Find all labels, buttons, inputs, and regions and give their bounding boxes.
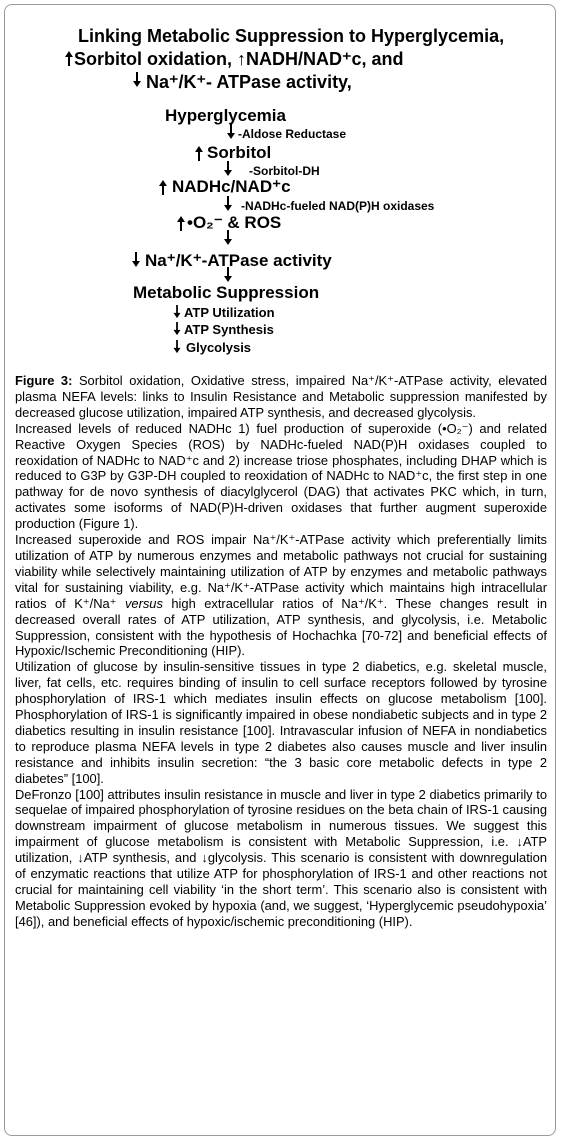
- arrow-down-icon: [172, 340, 182, 354]
- label-aldose-reductase: -Aldose Reductase: [238, 127, 347, 141]
- node-hyperglycemia: Hyperglycemia: [165, 106, 286, 125]
- arrow-down-icon: [172, 322, 182, 336]
- arrow-up-icon: [64, 50, 74, 66]
- paragraph-4: DeFronzo [100] attributes insulin resistance in muscle and liver in type 2 diabetics primarily to sequelae of impaired phosphorylation of tyrosine residues on the beta chain of IRS-1 causing downstream impairment of glucose metabolism in numerous tissues. We suggest this impairment of glucose metabolism is consistent with Metabolic Suppression, i.e. ↓ATP utilization, ↓ATP synthesis, and ↓glycolysis. This scenario is consistent with downregulation of enzymatic reactions that utilize ATP for phosphorylation of IRS-1 and other reactions not crucial for maintaining cell viability ‘in the short term’. This scenario also is consistent with Metabolic Suppression evoked by hypoxia (and, we suggest, ‘Hyperglycemic pseudohypoxia’ [46]), and beneficial effects of hypoxic/ischemic preconditioning (HIP).: [15, 786, 547, 929]
- paragraph-2-part-a: Increased superoxide and ROS impair Na⁺/K⁺-ATPase activity which preferentially limits utilization of ATP by numerous enzymes and metabolic pathways not crucial for sustaining viability while selectively maintaining utilization of ATP by enzymes and metabolic pathways vital for sustaining viability, e.g. Na⁺/K⁺-ATPase activity which maintains high intracellular ratios of K⁺/Na⁺: [15, 532, 547, 611]
- arrow-down-icon: [223, 230, 233, 246]
- arrow-down-icon: [223, 161, 233, 177]
- paragraph-1: Increased levels of reduced NADHc 1) fuel production of superoxide (•O₂⁻) and related Reactive Oxygen Species (ROS) by NADHc-fueled NAD(P)H oxidases coupled to reoxidation of NADHc to NAD⁺c and 2) increase triose phosphates, including DHAP which is reduced to G3P by G3P-DH coupled to reoxidation of NADHc to NAD⁺c, the first step in one pathway for de novo synthesis of diacylglycerol (DAG) that activates PKC which, in turn, activates some isoforms of NAD(P)H-driven oxidases that further augment superoxide production (Figure 1).: [15, 420, 547, 532]
- arrow-down-icon: [223, 267, 233, 283]
- paragraph-2: [15, 532, 547, 659]
- diagram-title-line2: Sorbitol oxidation, ↑NADH/NAD⁺c, and: [74, 49, 404, 69]
- diagram-title-line3: Na⁺/K⁺- ATPase activity,: [146, 72, 352, 92]
- node-ros: •O₂⁻ & ROS: [187, 213, 282, 232]
- node-metabolic-suppression: Metabolic Suppression: [133, 283, 320, 302]
- arrow-down-icon: [131, 252, 141, 268]
- arrow-up-icon: [194, 145, 204, 161]
- caption-text: Sorbitol oxidation, Oxidative stress, impaired Na⁺/K⁺-ATPase activity, elevated plasma NEFA levels: links to Insulin Resistance and Metabolic suppression manifested by decreased glucose utilization, impaired ATP synthesis, and decreased glycolysis.: [15, 373, 547, 420]
- figure-caption: [15, 373, 547, 930]
- arrow-down-icon: [132, 72, 142, 88]
- node-atpase: Na⁺/K⁺-ATPase activity: [145, 251, 332, 270]
- diagram-title-line1: Linking Metabolic Suppression to Hyperglycemia,: [78, 26, 505, 46]
- node-nadh: NADHc/NAD⁺c: [172, 177, 291, 196]
- node-glycolysis: Glycolysis: [186, 340, 252, 355]
- node-atp-utilization: ATP Utilization: [184, 305, 275, 320]
- paragraph-3: Utilization of glucose by insulin-sensitive tissues in type 2 diabetics, e.g. skeletal muscle, liver, fat cells, etc. requires binding of insulin to cell surface receptors followed by tyrosine phosphorylation of IRS-1 which mediates insulin effects on glucose metabolism [100]. Phosphorylation of IRS-1 is significantly impaired in obese nondiabetic subjects and in type 2 diabetics resulting in insulin resistance [100]. Intravascular infusion of NEFA in nondiabetics to reproduce plasma NEFA levels in type 2 diabetes also causes muscle and liver insulin resistance and inhibits insulin secretion: “the 3 basic core metabolic defects in type 2 diabetes” [100].: [15, 659, 547, 786]
- figure-label: Figure 3:: [15, 373, 73, 388]
- label-sorbitol-dh: -Sorbitol-DH: [249, 164, 320, 178]
- label-nadph-oxidases: -NADHc-fueled NAD(P)H oxidases: [241, 199, 435, 213]
- pathway-diagram: [0, 0, 562, 370]
- arrow-down-icon: [172, 305, 182, 319]
- arrow-down-icon: [223, 196, 233, 212]
- node-sorbitol: Sorbitol: [207, 143, 272, 162]
- arrow-down-icon: [226, 124, 236, 140]
- caption-header: [15, 373, 547, 421]
- paragraph-2-versus: versus: [124, 595, 163, 611]
- arrow-up-icon: [158, 179, 168, 195]
- paragraph-2-part-b: high extracellular ratios of Na⁺/K⁺. These changes result in decreased overall rates of ATP utilization, ATP synthesis, and glycolysis, i.e. Metabolic Suppression, consistent with the hypothesis of Hochachka [70-72] and beneficial effects of Hypoxic/Ischemic Preconditioning (HIP).: [15, 595, 547, 659]
- arrow-up-icon: [176, 215, 186, 231]
- node-atp-synthesis: ATP Synthesis: [184, 322, 274, 337]
